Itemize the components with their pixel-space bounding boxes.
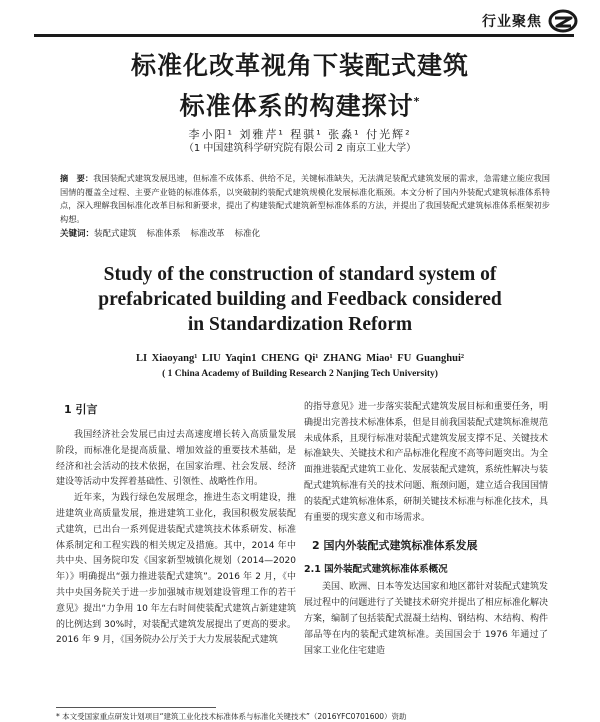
abstract-text: 我国装配式建筑发展迅速，但标准不成体系、供给不足，关键标准缺失，无法满足装配式建筑发展的需求，急需建立能应我国国情的覆盖全过程、主要产业链的标准体系，以突破制约装配式建筑规模化发展标准化瓶颈。本文分析了国内外装配式建筑标准体系特点，深入理解我国标准化改革目标和新要求，提出了构建装配式建筑新型标准体系的方法，并提出了我国装配式建筑标准体系框架初步构想。 [60, 173, 550, 224]
keyword: 标准化 [234, 229, 261, 239]
right-column [304, 400, 548, 659]
section-label: 行业聚焦 [482, 14, 542, 30]
english-title-line-2: prefabricated building and Feedback considered [98, 289, 502, 310]
journal-logo-icon [548, 9, 578, 33]
keyword: 标准改革 [190, 229, 225, 239]
abstract-label: 摘 要： [60, 173, 94, 183]
section-heading-standard-system: 2 国内外装配式建筑标准体系发展 [312, 539, 478, 553]
footnote-divider [56, 707, 216, 708]
keyword: 装配式建筑 [94, 229, 137, 239]
section-header [482, 8, 578, 34]
body-paragraph: 的指导意见》进一步落实装配式建筑发展目标和重要任务，明确提出完善技术标准体系，但是目前我国装配式建筑标准规范未成体系，且现行标准对装配式建筑发展支撑不足、关键技术标准缺失、关键技术和产品标准化程度不高等问题突出。为全面推进装配式建筑工业化、发展装配式建筑，系统性解决与装配式建筑标准有关的技术问题、瓶颈问题，建立适合我国国情的装配式建筑标准体系，研制关键技术标准与标准化技术，具有重要的现实意义和市场需求。 [304, 402, 548, 523]
body-paragraph: 美国、欧洲、日本等发达国家和地区都针对装配式建筑发展过程中的问题进行了关键技术研究并提出了相应标准化解决方案，编制了包括装配式混凝土结构、钢结构、木结构、构件部品等在内的装配式建筑标准。美国国会于 1976 年通过了国家工业化住宅建造 [304, 582, 548, 656]
left-column [56, 402, 296, 649]
english-affiliation: ( 1 China Academy of Building Research 2 Nanjing Tech University) [162, 369, 438, 379]
abstract [60, 172, 550, 226]
body-paragraph: 近年来，为践行绿色发展理念，推进生态文明建设，推进建筑业高质量发展，推进建筑工业化，我国积极发展装配式建筑，已出台一系列促进装配式建筑技术体系研发、标准体系制定和工程实践的相关规定及措施。其中，2014 年中共中央、国务院印发《国家新型城镇化规划（2014—2020 年）》明确提出“强力推进装配式建筑”。2016 年 2 月，《中共中央国务院关于进一步加强城市规划建设管理工作的若干意见》提出“力争用 10 年左右时间使装配式建筑占新建建筑的比例达到 30%时，对装配式建筑发展提出了更高的要求。2016 年 9 月，《国务院办公厅关于大力发展装配式建筑 [56, 493, 296, 646]
subsection-heading-foreign: 2.1 国外装配式建筑标准体系概况 [304, 564, 448, 576]
chinese-authors: 李小阳¹ 刘雅芹¹ 程骐¹ 张淼¹ 付光辉² [188, 128, 412, 141]
keyword: 标准体系 [146, 229, 181, 239]
chinese-title [0, 48, 600, 124]
english-title [0, 262, 600, 337]
chinese-title-line-1: 标准化改革视角下装配式建筑 [130, 51, 469, 80]
header-divider [34, 34, 574, 37]
body-paragraph: 我国经济社会发展已由过去高速度增长转入高质量发展阶段，而标准化是提高质量、增加效益的重要技术基础，是经济和社会活动的技术依据，在国家治理、社会发展、经济建设等活动中发挥着基础性、引领性、战略性作用。 [56, 430, 296, 488]
english-title-line-1: Study of the construction of standard system of [103, 264, 497, 285]
keywords-label: 关键词： [60, 229, 95, 239]
funding-footnote: * 本文受国家重点研发计划项目“建筑工业化技术标准体系与标准化关键技术”（2016YFC0701600）资助 [56, 712, 407, 721]
keywords [60, 228, 550, 240]
title-footnote-mark: * [413, 95, 421, 108]
chinese-affiliation: （1 中国建筑科学研究院有限公司 2 南京工业大学） [183, 143, 417, 154]
section-heading-introduction: 1 引言 [64, 403, 98, 416]
chinese-title-line-2: 标准体系的构建探讨* [179, 91, 421, 121]
english-authors: LI Xiaoyang¹ LIU Yaqin1 CHENG Qi¹ ZHANG Miao¹ FU Guanghui² [135, 353, 465, 364]
english-title-line-3: in Standardization Reform [187, 314, 413, 335]
